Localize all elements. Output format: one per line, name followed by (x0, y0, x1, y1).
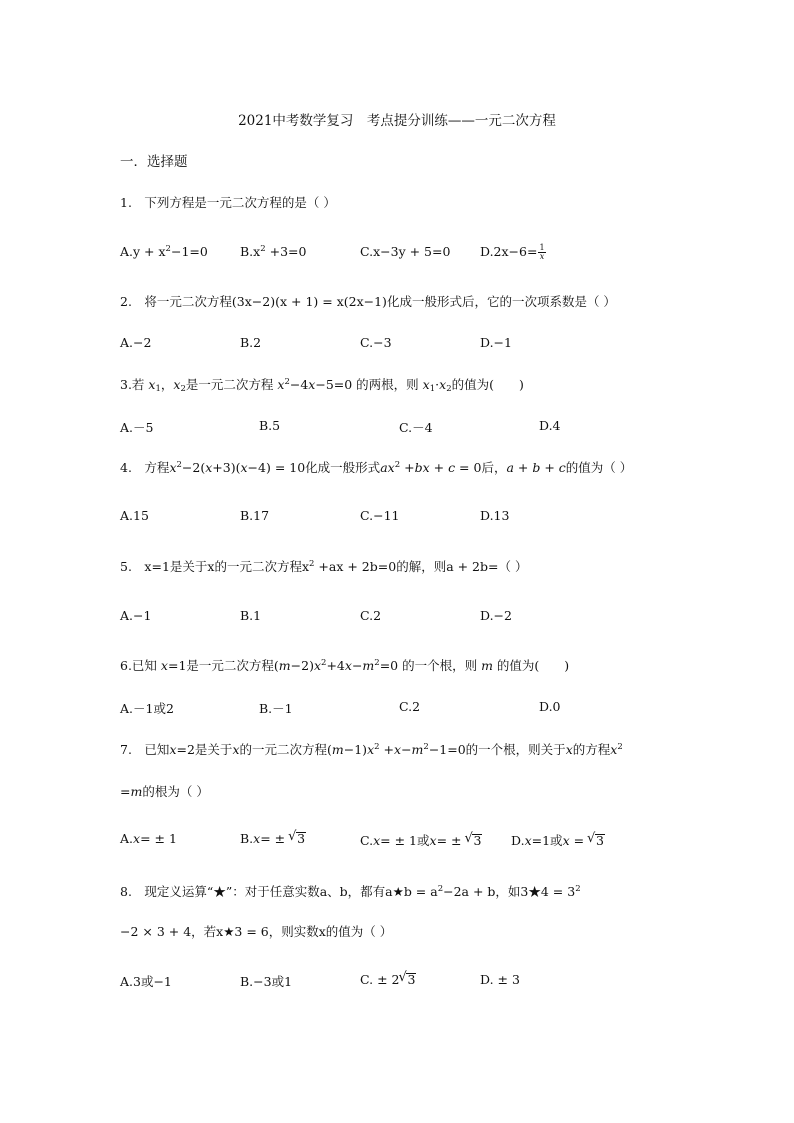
question-5-stem: 5. x=1是关于x的一元二次方程$x^2 +ax + 2b=0$的解，则a + 2b=（ ） (120, 559, 528, 574)
question-7-option-c: C.x= ± 1或x= ± √ 3 (360, 831, 482, 849)
question-8-option-d: D. ± 3 (480, 972, 520, 987)
question-5-option-b: B.1 (240, 608, 262, 623)
question-6-option-b: B.－1 (259, 701, 293, 716)
question-3-option-d: D.4 (539, 418, 561, 433)
question-7-option-b: B.x= ± √ 3 (240, 831, 306, 846)
question-8-stem-line-1: 8. 现定义运算“★”：对于任意实数a、b，都有a★b = $a^2-2a + b$，如3★4 = $3^2$ (120, 884, 581, 899)
question-8-option-c: C. ± 2√ 3 (360, 972, 416, 987)
question-2-option-d: D.−1 (480, 335, 512, 350)
question-1-option-a: $A.y + x^2-1=0$ (120, 244, 208, 259)
question-5-option-c: C.2 (360, 608, 382, 623)
question-4-option-c: C.−11 (360, 508, 400, 523)
question-8-option-b: B.−3或1 (240, 974, 293, 989)
question-1-option-d: D.2x−6= $\frac{1}{x}$ (480, 243, 545, 261)
question-7-option-d: D.x=1或x = √ 3 (511, 831, 605, 849)
question-3-option-c: C.－4 (399, 420, 433, 435)
question-3-option-b: B.5 (259, 418, 281, 433)
question-7-stem-line-2: =m的根为（ ） (120, 784, 209, 799)
question-7-stem-line-1: 7. 已知x=2是关于x的一元二次方程$(m-1)x^2 +x-m^2-1=0$的一个根，则关于x的方程$x^2$ (120, 742, 623, 757)
question-4-stem: 4. 方程$x^2-2(x+3)(x-4) = 10$化成一般形式$ax^2 +bx + c = 0$后，a + b + c的值为（ ） (120, 460, 633, 475)
question-2-option-c: C.−3 (360, 335, 392, 350)
question-3-option-a: A.－5 (120, 420, 154, 435)
question-5-option-d: D.−2 (480, 608, 512, 623)
page-title: 2021中考数学复习 考点提分训练——一元二次方程 (238, 113, 556, 129)
question-8-stem-line-2: −2 × 3 + 4，若x★3 = 6，则实数x的值为（ ） (120, 924, 393, 939)
question-8-option-a: A.3或−1 (120, 974, 172, 989)
section-heading: 一．选择题 (120, 154, 188, 170)
question-2-stem: 2. 将一元二次方程(3x−2)(x + 1) = x(2x−1)化成一般形式后，它的一次项系数是（ ） (120, 294, 616, 309)
question-3-stem: 3.若 $x_1$，$x_2$是一元二次方程 $x^2-4x-5=0$ 的两根，则 $x_1\cdot x_2$的值为( ) (120, 377, 524, 394)
question-1-option-b: $B.x^2 +3=0$ (240, 244, 307, 259)
question-6-stem: 6.已知 x=1是一元二次方程$(m-2)x^2+4x-m^2=0$ 的一个根，则 m 的值为( ) (120, 658, 570, 673)
question-6-option-c: C.2 (399, 699, 421, 714)
question-4-option-b: B.17 (240, 508, 270, 523)
question-7-option-a: A.x= ± 1 (120, 831, 177, 846)
question-6-option-a: A.－1或2 (120, 701, 174, 716)
question-1-option-c: C.x−3y + 5=0 (360, 244, 451, 259)
question-4-option-a: A.15 (120, 508, 149, 523)
question-2-option-a: A.−2 (120, 335, 152, 350)
question-4-option-d: D.13 (480, 508, 510, 523)
question-1-stem: 1. 下列方程是一元二次方程的是（ ） (120, 195, 336, 210)
question-2-option-b: B.2 (240, 335, 262, 350)
question-6-option-d: D.0 (539, 699, 561, 714)
question-5-option-a: A.−1 (120, 608, 152, 623)
